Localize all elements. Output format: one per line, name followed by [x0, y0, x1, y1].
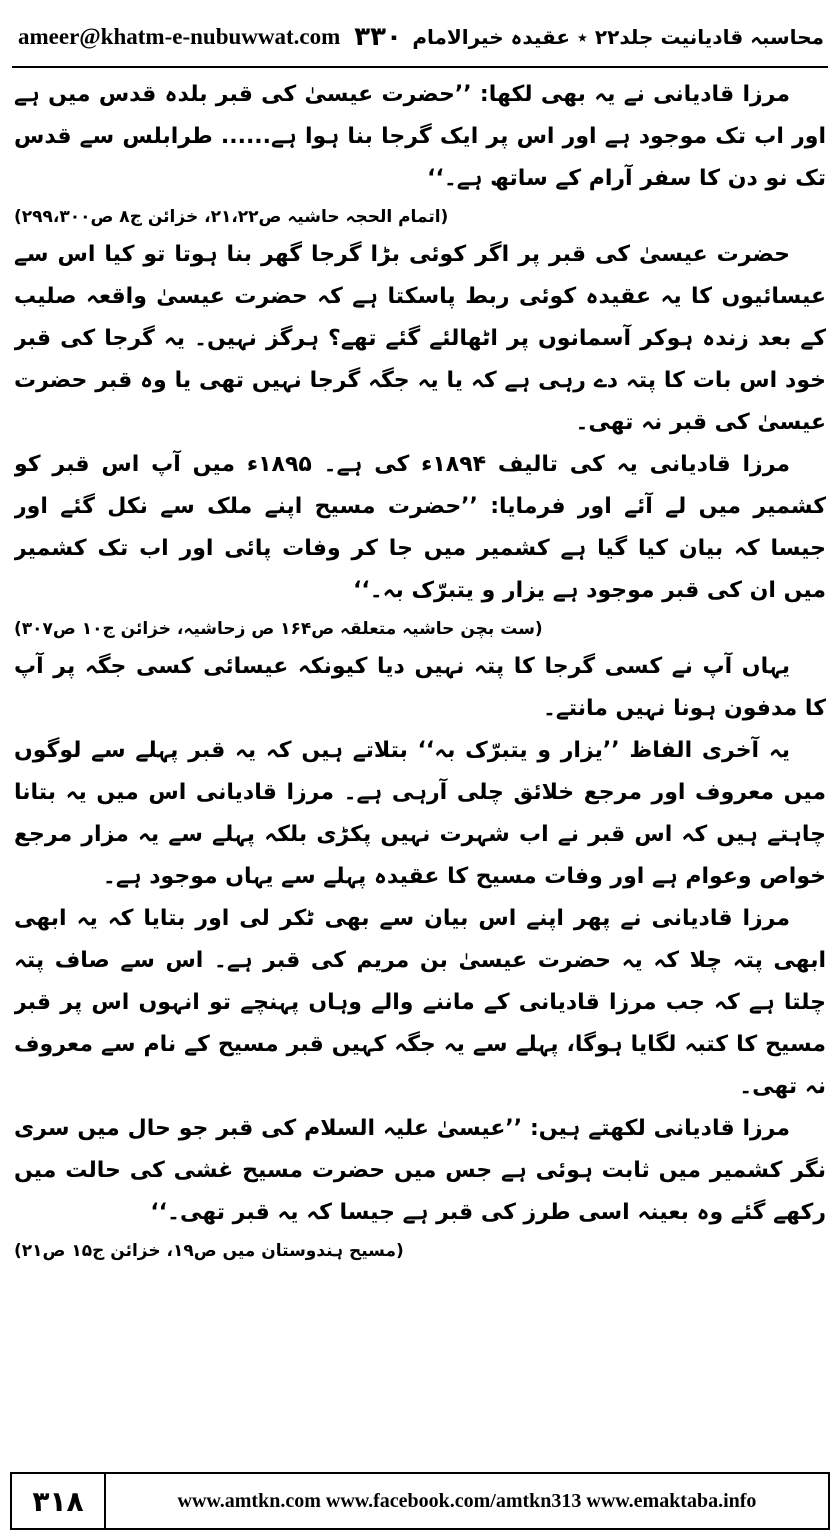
footer-links: www.amtkn.com www.facebook.com/amtkn313 www.emaktaba.info — [177, 1489, 757, 1512]
paragraph-4: یہاں آپ نے کسی گرجا کا پتہ نہیں دیا کیونکہ عیسائی کسی جگہ پر آپ کا مدفون ہونا نہیں مانتے۔ — [14, 654, 826, 721]
paragraph-5: یہ آخری الفاظ ’’یزار و یتبرّک بہ‘‘ بتلاتے ہیں کہ یہ قبر پہلے سے لوگوں میں معروف اور مرجع خلائق چلی آرہی ہے۔ مرزا قادیانی اس میں یہ بتانا چاہتے ہیں کہ اس قبر نے اب شہرت نہیں پکڑی بلکہ پہلے سے یہ مزار مرجع خواص وعوام ہے اور وفات مسیح کا عقیدہ پہلے سے یہاں موجود ہے۔ — [14, 738, 826, 889]
paragraph-1: مرزا قادیانی نے یہ بھی لکھا: ’’حضرت عیسیٰ کی قبر بلدہ قدس میں ہے اور اب تک موجود ہے اور اس پر ایک گرجا بنا ہوا ہے...... طرابلس سے قدس تک نو دن کا سفر آرام کے ساتھ ہے۔‘‘ — [14, 82, 826, 191]
paragraph-6: مرزا قادیانی نے پھر اپنے اس بیان سے بھی ٹکر لی اور بتایا کہ یہ ابھی ابھی پتہ چلا کہ یہ حضرت عیسیٰ بن مریم کی قبر ہے۔ اس سے صاف پتہ چلتا ہے کہ جب مرزا قادیانی کے ماننے والے وہاں پہنچے تو انہوں اس پر قبر مسیح کا کتبہ لگایا ہوگا، پہلے سے یہ جگہ کہیں قبر مسیح کے نام سے معروف نہ تھی۔ — [14, 906, 826, 1099]
paragraph-2: حضرت عیسیٰ کی قبر پر اگر کوئی بڑا گرجا گھر بنا ہوتا تو کیا اس سے عیسائیوں کا یہ عقیدہ کوئی ربط پاسکتا ہے کہ حضرت عیسیٰ واقعہ صلیب کے بعد زندہ ہوکر آسمانوں پر اٹھالئے گئے تھے؟ ہرگز نہیں۔ یہ گرجا کی قبر خود اس بات کا پتہ دے رہی ہے کہ یا یہ جگہ گرجا نہیں تھی یا وہ قبر حضرت عیسیٰ کی قبر نہ تھی۔ — [14, 242, 826, 435]
citation-2: (ست بچن حاشیہ متعلقہ ص۱۶۴ ص زحاشیہ، خزائن ج۱۰ ص۳۰۷) — [14, 619, 543, 639]
header-book-title: محاسبہ قادیانیت جلد۲۲ ٭ عقیدہ خیرالامام — [412, 25, 824, 49]
header-page-number: ۳۳۰ — [354, 22, 402, 52]
page-header — [12, 8, 828, 68]
page-footer — [10, 1472, 830, 1530]
page-body — [14, 74, 826, 1460]
header-email: ameer@khatm-e-nubuwwat.com — [18, 24, 341, 49]
paragraph-7: مرزا قادیانی لکھتے ہیں: ’’عیسیٰ علیہ السلام کی قبر جو حال میں سری نگر کشمیر میں ثابت ہوئی ہے جس میں حضرت مسیح غشی کی حالت میں رکھے گئے وہ بعینہ اسی طرز کی قبر ہے جیسا کہ یہ قبر تھی۔‘‘ — [14, 1116, 826, 1225]
citation-3: (مسیح ہندوستان میں ص۱۹، خزائن ج۱۵ ص۲۱) — [14, 1241, 404, 1261]
citation-1: (اتمام الحجہ حاشیہ ص۲۱،۲۲، خزائن ج۸ ص۲۹۹،۳۰۰) — [14, 207, 449, 227]
footer-page-number: ۳۱۸ — [12, 1474, 106, 1528]
paragraph-3: مرزا قادیانی یہ کی تالیف ۱۸۹۴ء کی ہے۔ ۱۸۹۵ء میں آپ اس قبر کو کشمیر میں لے آئے اور فرمایا: ’’حضرت مسیح اپنے ملک سے نکل گئے اور جیسا کہ بیان کیا گیا ہے کشمیر میں جا کر وفات پائی اور اب تک کشمیر میں ان کی قبر موجود ہے یزار و یتبرّک بہ۔‘‘ — [14, 452, 826, 603]
